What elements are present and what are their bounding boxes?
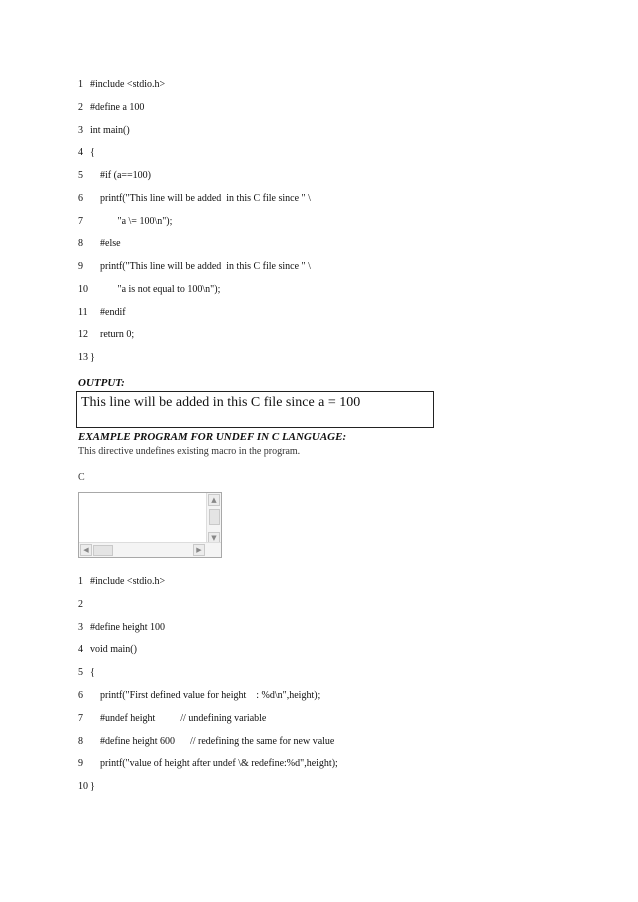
code-text: {: [90, 147, 95, 159]
code-text: int main(): [90, 124, 130, 136]
code-text: printf("This line will be added in this C file since " \: [90, 261, 311, 272]
line-number: 4: [78, 644, 83, 656]
code-text: {: [90, 667, 95, 679]
code-text: #define a 100: [90, 101, 145, 113]
line-number: 6: [78, 192, 83, 204]
horizontal-scrollbar[interactable]: [79, 542, 221, 557]
scroll-right-icon[interactable]: ▶: [193, 544, 205, 556]
line-number: 4: [78, 147, 83, 159]
line-number: 2: [78, 101, 83, 113]
scroll-up-icon[interactable]: ▲: [208, 494, 220, 506]
code-text: void main(): [90, 644, 137, 656]
code-text: #include <stdio.h>: [90, 79, 166, 90]
output-text: This line will be added in this C file since a = 100: [81, 395, 361, 410]
code-text: #else: [90, 238, 121, 250]
line-number: 8: [78, 735, 83, 747]
code-text: #define height 100: [90, 621, 165, 633]
scroll-left-icon[interactable]: ◀: [80, 544, 92, 556]
line-number: 7: [78, 215, 83, 227]
line-number: 10: [78, 781, 88, 793]
line-number: 3: [78, 124, 83, 136]
line-number: 5: [78, 667, 83, 679]
code-text: #include <stdio.h>: [90, 576, 166, 587]
vertical-scrollbar[interactable]: [206, 493, 221, 545]
line-number: 9: [78, 758, 83, 770]
code-text: "a is not equal to 100\n");: [90, 283, 221, 295]
example-heading: EXAMPLE PROGRAM FOR UNDEF IN C LANGUAGE:: [78, 431, 347, 443]
code-scroll-area[interactable]: [78, 492, 222, 558]
horizontal-scroll-thumb[interactable]: [93, 545, 113, 556]
code-text: }: [90, 352, 95, 363]
output-box: [76, 391, 434, 428]
code-text: printf("value of height after undef \& redefine:%d",height);: [90, 758, 338, 770]
line-number: 1: [78, 79, 83, 90]
line-number: 12: [78, 329, 88, 341]
code-text: printf("First defined value for height : %d\n",height);: [90, 690, 321, 701]
line-number: 10: [78, 283, 88, 295]
output-heading: OUTPUT:: [78, 377, 125, 389]
line-number: 2: [78, 598, 83, 610]
description-text: This directive undefines existing macro in the program.: [78, 446, 301, 457]
code-text: #if (a==100): [90, 170, 151, 181]
language-label: C: [78, 472, 85, 483]
vertical-scroll-thumb[interactable]: [209, 509, 220, 525]
code-text: printf("This line will be added in this C file since " \: [90, 192, 311, 204]
code-text: return 0;: [90, 329, 135, 341]
code-text: #endif: [90, 306, 126, 318]
code-text: }: [90, 781, 95, 793]
line-number: 11: [78, 306, 88, 318]
line-number: 13: [78, 352, 88, 363]
code-text: #undef height // undefining variable: [90, 712, 267, 724]
line-number: 8: [78, 238, 83, 250]
line-number: 6: [78, 690, 83, 701]
line-number: 5: [78, 170, 83, 181]
line-number: 3: [78, 621, 83, 633]
scroll-down-icon[interactable]: ▼: [208, 532, 220, 544]
line-number: 9: [78, 261, 83, 272]
line-number: 7: [78, 712, 83, 724]
code-text: #define height 600 // redefining the same for new value: [90, 735, 335, 747]
code-text: "a \= 100\n");: [90, 215, 173, 227]
line-number: 1: [78, 576, 83, 587]
